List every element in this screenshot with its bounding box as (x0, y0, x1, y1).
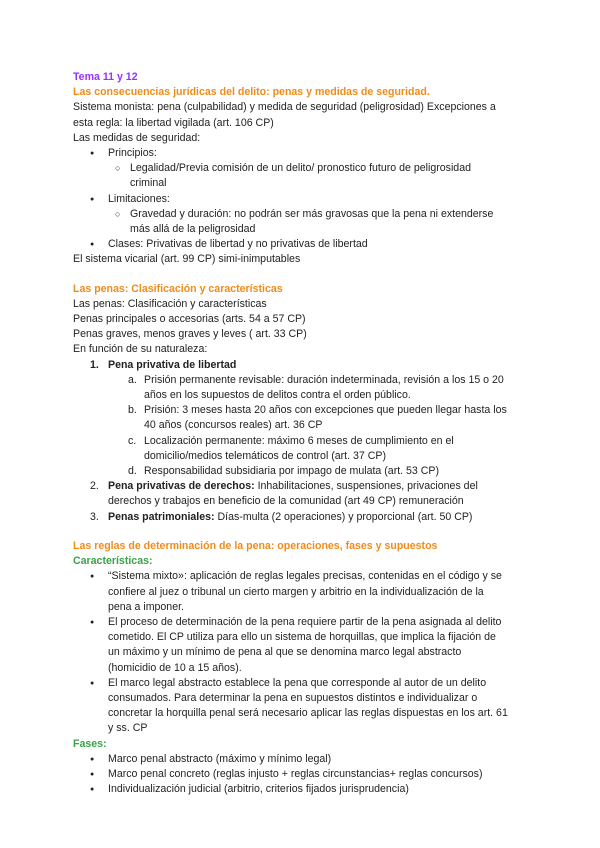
bullet-item: ● Clases: Privativas de libertad y no privativas de libertad (73, 237, 533, 252)
bullet-continuation: un máximo y un mínimo de pena al que se denomina marco legal abstracto (108, 646, 462, 659)
item-text: Localización permanente: máximo 6 meses de cumplimiento en el (144, 434, 454, 447)
item-title: Penas patrimoniales: (108, 510, 215, 523)
lettered-item (73, 403, 533, 418)
lettered-item (73, 434, 533, 449)
sub-bullet-item: ○ Gravedad y duración: no podrán ser más gravosas que la pena ni extenderse (73, 207, 533, 222)
list-letter: b. (128, 404, 137, 417)
list-letter: c. (128, 434, 137, 447)
section1-heading: Las consecuencias jurídicas del delito: penas y medidas de seguridad. (73, 86, 430, 99)
bullet-item: ● Limitaciones: (73, 192, 533, 207)
item-text: Prisión: 3 meses hasta 20 años con excepciones que pueden llegar hasta los (144, 404, 507, 417)
lettered-item (73, 464, 533, 479)
item-continuation: años en los supuestos de delitos contra el orden público. (144, 389, 411, 402)
numbered-item (73, 510, 533, 525)
sub-bullet-continuation: criminal (130, 177, 167, 190)
item-title: Pena privativa de libertad (108, 358, 237, 371)
list-number: 3. (90, 510, 99, 523)
lettered-item (73, 373, 533, 388)
bullet-continuation: y ss. CP (108, 722, 148, 735)
bullet-continuation: pena a imponer. (108, 600, 184, 613)
list-letter: d. (128, 465, 137, 478)
paragraph-line: Penas graves, menos graves y leves ( art. 33 CP) (73, 328, 307, 341)
item-continuation: 40 años (concursos reales) art. 36 CP (144, 419, 323, 432)
sub-bullet-item: ○ Legalidad/Previa comisión de un delito/ pronostico futuro de peligrosidad (73, 161, 533, 176)
subheading-caracteristicas: Características: (73, 555, 153, 568)
item-text: Inhabilitaciones, suspensiones, privaciones del (254, 480, 478, 493)
section2-heading: Las penas: Clasificación y características (73, 282, 283, 295)
subheading-fases: Fases: (73, 737, 107, 750)
bullet-item: ● “Sistema mixto»: aplicación de reglas legales precisas, contenidas en el código y se (73, 569, 533, 584)
paragraph-line: esta regla: la libertad vigilada (art. 106 CP) (73, 116, 274, 129)
item-text: Prisión permanente revisable: duración indeterminada, revisión a los 15 o 20 (144, 373, 504, 386)
paragraph-line: En función de su naturaleza: (73, 343, 208, 356)
item-title: Pena privativas de derechos: (108, 480, 255, 493)
paragraph-line: Las penas: Clasificación y características (73, 297, 267, 310)
bullet-item: ● Individualización judicial (arbitrio, criterios fijados jurisprudencia) (73, 782, 533, 797)
bullet-continuation: cometido. El CP utiliza para ello un sistema de horquillas, que implica la fijación de (108, 631, 496, 644)
document-page (73, 70, 533, 797)
bullet-item: ● El proceso de determinación de la pena requiere partir de la pena asignada al delito (73, 615, 533, 630)
numbered-item (73, 358, 533, 373)
numbered-item (73, 479, 533, 494)
item-text: Responsabilidad subsidiaria por impago de mulata (art. 53 CP) (144, 465, 440, 478)
bullet-item: ● Principios: (73, 146, 533, 161)
list-number: 1. (90, 358, 99, 371)
list-number: 2. (90, 480, 99, 493)
bullet-continuation: concretar la horquilla penal será necesario aplicar las reglas dispuestas en los art. 61 (108, 707, 508, 720)
item-continuation: domicilio/medios telemáticos de control (art. 37 CP) (144, 449, 386, 462)
sub-bullet-continuation: más allá de la peligrosidad (130, 223, 256, 236)
topic-title: Tema 11 y 12 (73, 71, 138, 83)
bullet-item: ● El marco legal abstracto establece la pena que corresponde al autor de un delito (73, 676, 533, 691)
item-text: Días-multa (2 operaciones) y proporcional (art. 50 CP) (214, 510, 473, 523)
paragraph-line: Las medidas de seguridad: (73, 131, 201, 144)
paragraph-line: Sistema monista: pena (culpabilidad) y medida de seguridad (peligrosidad) Excepciones a (73, 101, 496, 114)
paragraph-line: Penas principales o accesorias (arts. 54 a 57 CP) (73, 313, 306, 326)
bullet-item: ● Marco penal concreto (reglas injusto + reglas circunstancias+ reglas concursos) (73, 767, 533, 782)
bullet-continuation: (homicidio de 10 a 15 años). (108, 661, 242, 674)
bullet-continuation: consumados. Para determinar la pena en supuestos distintos e individualizar o (108, 691, 478, 704)
section3-heading: Las reglas de determinación de la pena: operaciones, fases y supuestos (73, 539, 438, 552)
paragraph-line: El sistema vicarial (art. 99 CP) simi-inimputables (73, 253, 301, 266)
list-letter: a. (128, 373, 137, 386)
bullet-item: ● Marco penal abstracto (máximo y mínimo legal) (73, 752, 533, 767)
item-continuation: derechos y trabajos en beneficio de la comunidad (art 49 CP) remuneración (108, 495, 464, 508)
bullet-continuation: confiere al juez o tribunal un cierto margen y arbitrio en la individualización de la (108, 585, 484, 598)
